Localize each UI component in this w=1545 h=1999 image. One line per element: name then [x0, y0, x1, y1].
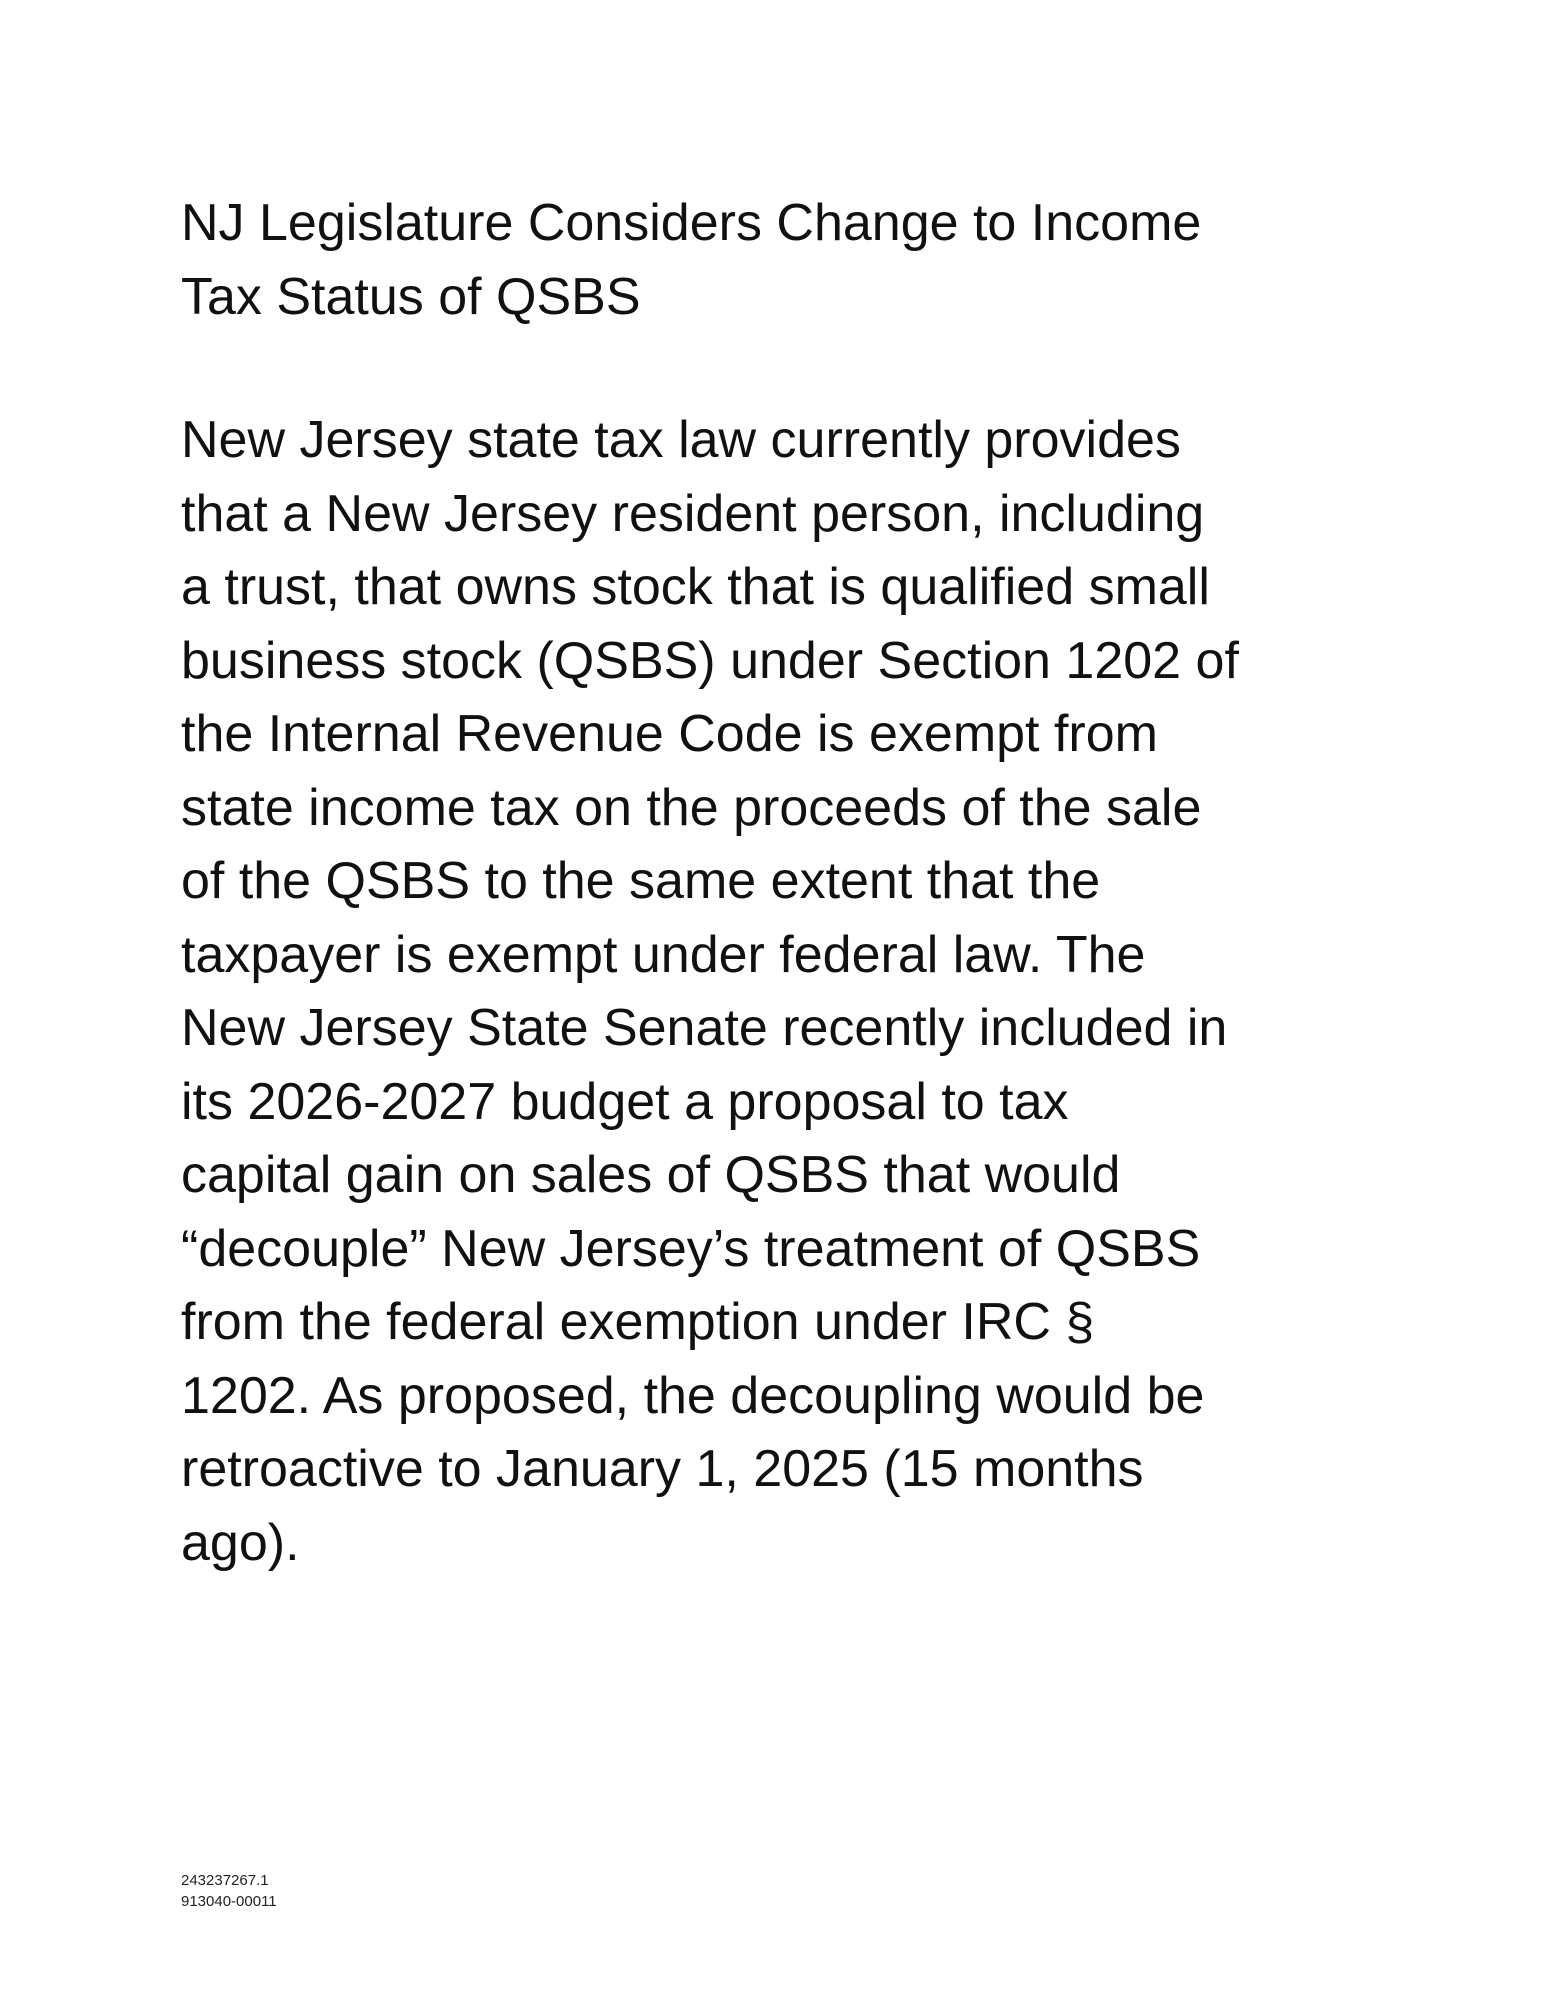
body-line: state income tax on the proceeds of the sale — [181, 778, 1202, 837]
document-title — [181, 186, 1371, 334]
body-line: 1202. As proposed, the decoupling would be — [181, 1366, 1205, 1425]
document-body — [181, 404, 1239, 1580]
document-content — [181, 186, 1371, 1572]
body-line: its 2026-2027 budget a proposal to tax — [181, 1072, 1069, 1131]
body-line: New Jersey State Senate recently included in — [181, 999, 1228, 1057]
body-line: of the QSBS to the same extent that the — [181, 852, 1101, 910]
document-footer — [181, 1870, 277, 1912]
body-line: from the federal exemption under IRC § — [181, 1293, 1095, 1351]
body-line: taxpayer is exempt under federal law. The — [181, 925, 1146, 984]
body-line: New Jersey state tax law currently provides — [181, 411, 1181, 469]
footer-doc-number: 243237267.1 — [181, 1872, 269, 1889]
body-line: capital gain on sales of QSBS that would — [181, 1146, 1121, 1204]
body-line: the Internal Revenue Code is exempt from — [181, 705, 1158, 763]
footer-matter-number: 913040-00011 — [181, 1893, 277, 1910]
body-line: ago). — [181, 1513, 300, 1572]
body-line: “decouple” New Jersey’s treatment of QSBS — [181, 1219, 1201, 1278]
body-line: retroactive to January 1, 2025 (15 months — [181, 1440, 1144, 1498]
title-line-1: NJ Legislature Considers Change to Income — [181, 194, 1202, 252]
body-line: a trust, that owns stock that is qualified small — [181, 558, 1210, 616]
body-line: that a New Jersey resident person, including — [181, 484, 1205, 543]
body-line: business stock (QSBS) under Section 1202 of — [181, 631, 1239, 690]
title-line-2: Tax Status of QSBS — [181, 268, 641, 326]
